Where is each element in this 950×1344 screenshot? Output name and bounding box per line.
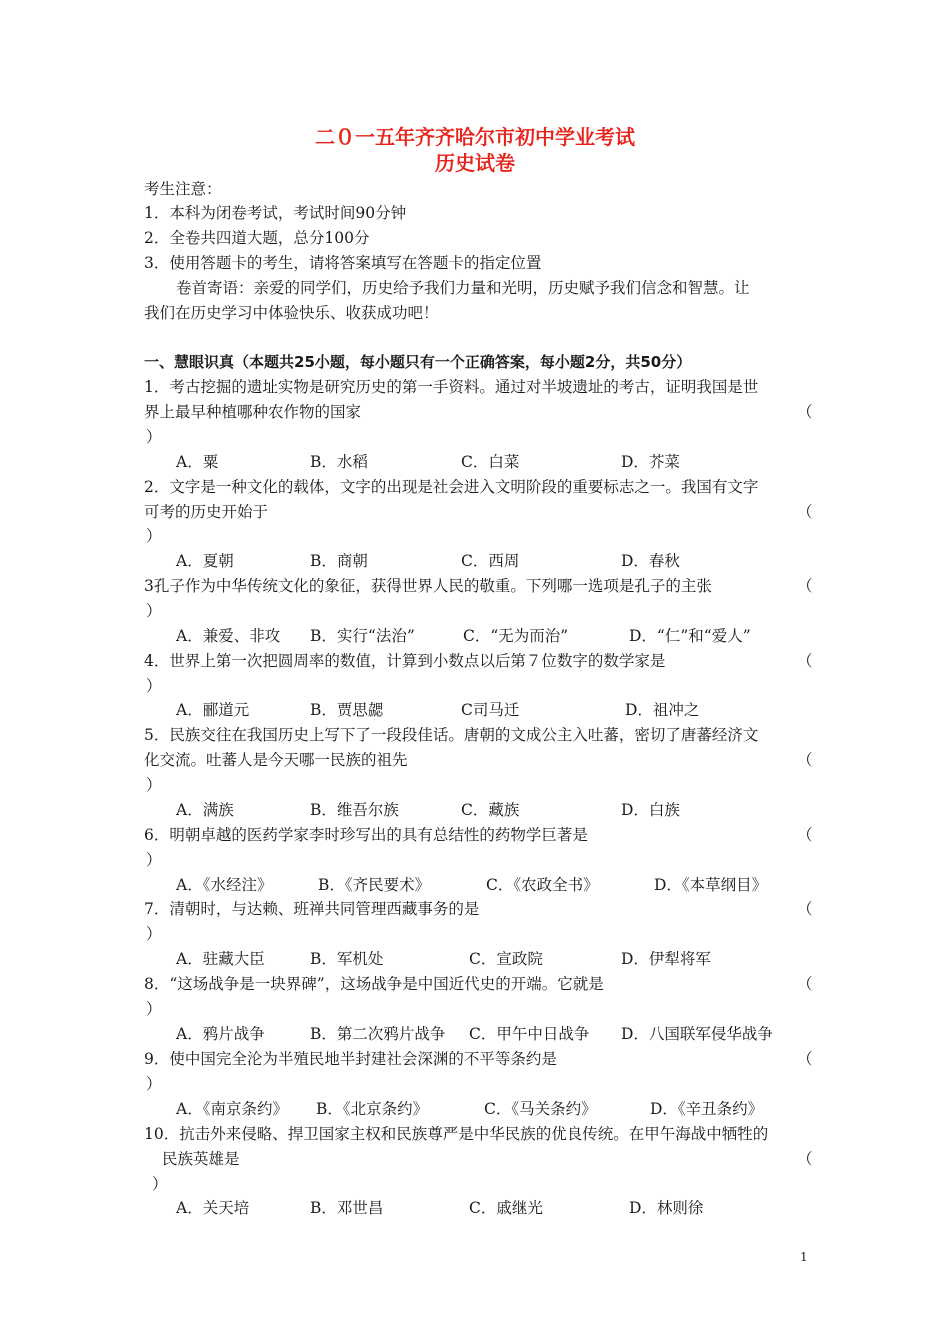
answer-paren-open: （ bbox=[797, 1050, 813, 1068]
answer-paren-close: ） bbox=[146, 851, 162, 869]
answer-paren-open: （ bbox=[797, 652, 813, 670]
option: B．《北京条约》 bbox=[316, 1100, 429, 1118]
option: C．白菜 bbox=[461, 453, 520, 471]
option: C．《农政全书》 bbox=[486, 876, 599, 894]
option: D．八国联军侵华战争 bbox=[621, 1025, 773, 1043]
option: B．维吾尔族 bbox=[310, 801, 399, 819]
option: B．军机处 bbox=[310, 950, 384, 968]
answer-paren-close: ） bbox=[146, 677, 162, 695]
question-text: 5．民族交往在我国历史上写下了一段段佳话。唐朝的文成公主入吐蕃，密切了唐蕃经济文 bbox=[144, 726, 759, 744]
option: B．贾思勰 bbox=[310, 701, 384, 719]
question-text: 8．“这场战争是一块界碑”，这场战争是中国近代史的开端。它就是 bbox=[144, 975, 604, 993]
notice-item: 1．本科为闭卷考试，考试时间90分钟 bbox=[144, 204, 407, 222]
answer-paren-close: ） bbox=[146, 1075, 162, 1093]
option: D．林则徐 bbox=[629, 1199, 704, 1217]
option: B．实行“法治” bbox=[310, 627, 415, 645]
answer-paren-open: （ bbox=[797, 403, 813, 421]
answer-paren-open: （ bbox=[797, 751, 813, 769]
option: C．戚继光 bbox=[469, 1199, 543, 1217]
question-text: 10．抗击外来侵略、捍卫国家主权和民族尊严是中华民族的优良传统。在甲午海战中牺牲的 bbox=[144, 1125, 769, 1143]
option: B．邓世昌 bbox=[310, 1199, 384, 1217]
option: C．《马关条约》 bbox=[484, 1100, 597, 1118]
question-text: 界上最早种植哪种农作物的国家 bbox=[144, 403, 362, 421]
option: A．《南京条约》 bbox=[176, 1100, 288, 1118]
option: A．驻藏大臣 bbox=[176, 950, 265, 968]
question-text: 3孔子作为中华传统文化的象征，获得世界人民的敬重。下列哪一选项是孔子的主张 bbox=[144, 577, 712, 595]
notice-item: 2．全卷共四道大题，总分100分 bbox=[144, 229, 370, 247]
question-text: 1．考古挖掘的遗址实物是研究历史的第一手资料。通过对半坡遗址的考古，证明我国是世 bbox=[144, 378, 759, 396]
answer-paren-open: （ bbox=[797, 975, 813, 993]
option: C．藏族 bbox=[461, 801, 520, 819]
option: A．兼爱、非攻 bbox=[176, 627, 281, 645]
option: C．宣政院 bbox=[469, 950, 543, 968]
answer-paren-close: ） bbox=[146, 776, 162, 794]
question-text: 6．明朝卓越的医药学家李时珍写出的具有总结性的药物学巨著是 bbox=[144, 826, 588, 844]
option: D．伊犁将军 bbox=[621, 950, 711, 968]
answer-paren-close: ） bbox=[146, 527, 162, 545]
exam-subtitle: 历史试卷 bbox=[435, 151, 515, 175]
option: A．《水经注》 bbox=[176, 876, 273, 894]
option: B．水稻 bbox=[310, 453, 368, 471]
answer-paren-close: ） bbox=[152, 1175, 168, 1193]
question-text: 可考的历史开始于 bbox=[144, 503, 269, 521]
question-text: 化交流。吐蕃人是今天哪一民族的祖先 bbox=[144, 751, 408, 769]
foreword-line: 卷首寄语：亲爱的同学们，历史给予我们力量和光明，历史赋予我们信念和智慧。让 bbox=[176, 279, 750, 297]
option: A．满族 bbox=[176, 801, 234, 819]
option: A．夏朝 bbox=[176, 552, 234, 570]
answer-paren-close: ） bbox=[146, 1000, 162, 1018]
option: D．《本草纲目》 bbox=[654, 876, 768, 894]
option: C．甲午中日战争 bbox=[469, 1025, 590, 1043]
option: A．鸦片战争 bbox=[176, 1025, 265, 1043]
option: B．商朝 bbox=[310, 552, 368, 570]
answer-paren-open: （ bbox=[797, 503, 813, 521]
notice-heading: 考生注意： bbox=[144, 180, 222, 198]
option: D．“仁”和“爱人” bbox=[629, 627, 751, 645]
option: A．郦道元 bbox=[176, 701, 250, 719]
answer-paren-open: （ bbox=[797, 1150, 813, 1168]
question-text: 7．清朝时，与达赖、班禅共同管理西藏事务的是 bbox=[144, 900, 480, 918]
option: B．《齐民要术》 bbox=[318, 876, 431, 894]
answer-paren-open: （ bbox=[797, 577, 813, 595]
question-text: 4．世界上第一次把圆周率的数值，计算到小数点以后第７位数字的数学家是 bbox=[144, 652, 666, 670]
option: D．芥菜 bbox=[621, 453, 680, 471]
option: D．祖冲之 bbox=[625, 701, 700, 719]
foreword-line: 我们在历史学习中体验快乐、收获成功吧！ bbox=[144, 304, 439, 322]
answer-paren-open: （ bbox=[797, 900, 813, 918]
answer-paren-close: ） bbox=[146, 428, 162, 446]
option: D．《辛丑条约》 bbox=[650, 1100, 764, 1118]
option: C．西周 bbox=[461, 552, 520, 570]
answer-paren-close: ） bbox=[146, 925, 162, 943]
option: C．“无为而治” bbox=[463, 627, 569, 645]
answer-paren-close: ） bbox=[146, 602, 162, 620]
option: D．白族 bbox=[621, 801, 680, 819]
exam-title: 二０一五年齐齐哈尔市初中学业考试 bbox=[315, 125, 635, 149]
option: A．关天培 bbox=[176, 1199, 250, 1217]
option: C司马迁 bbox=[461, 701, 520, 719]
option: B．第二次鸦片战争 bbox=[310, 1025, 446, 1043]
question-text: 2．文字是一种文化的载体，文字的出现是社会进入文明阶段的重要标志之一。我国有文字 bbox=[144, 478, 759, 496]
option: D．春秋 bbox=[621, 552, 680, 570]
answer-paren-open: （ bbox=[797, 826, 813, 844]
section-heading: 一、慧眼识真（本题共25小题，每小题只有一个正确答案，每小题2分，共50分） bbox=[144, 353, 692, 371]
notice-item: 3．使用答题卡的考生，请将答案填写在答题卡的指定位置 bbox=[144, 254, 542, 272]
question-text: 民族英雄是 bbox=[162, 1150, 240, 1168]
option: A．粟 bbox=[176, 453, 219, 471]
question-text: 9．使中国完全沦为半殖民地半封建社会深渊的不平等条约是 bbox=[144, 1050, 557, 1068]
page-number: 1 bbox=[800, 1250, 808, 1264]
